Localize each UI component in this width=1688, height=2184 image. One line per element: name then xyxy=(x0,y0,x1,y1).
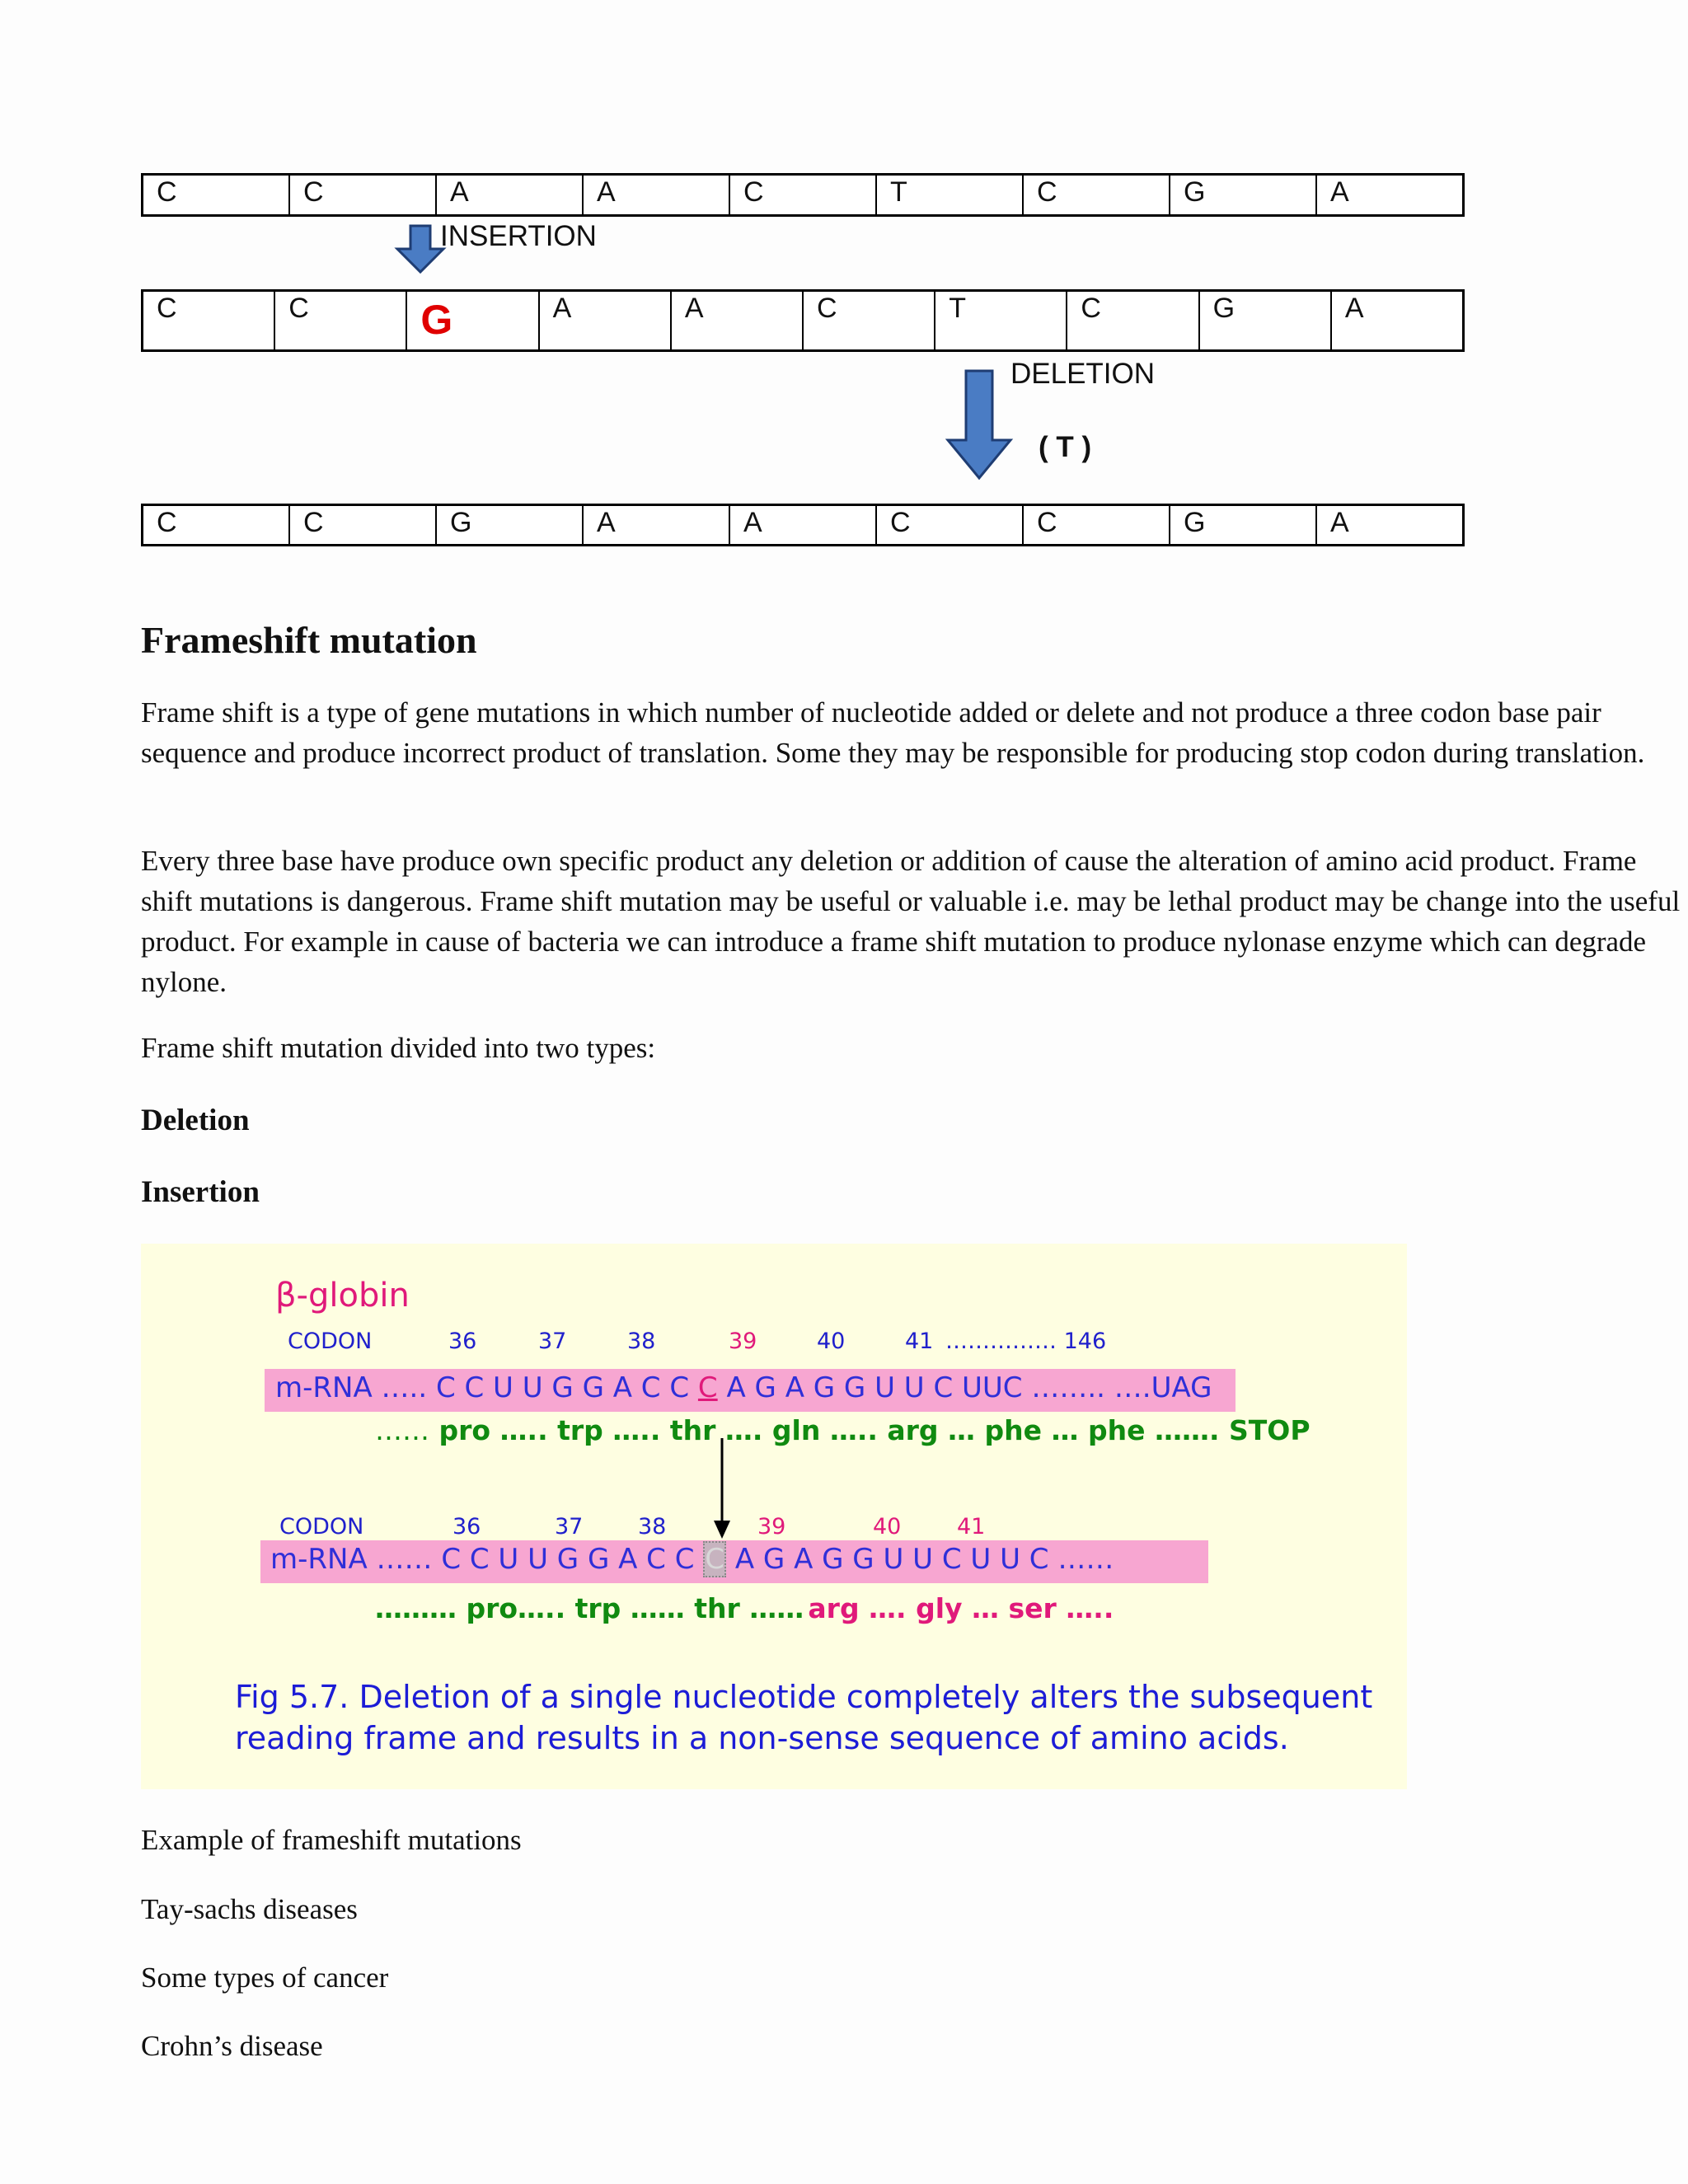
amino-acids-normal xyxy=(375,1414,1311,1446)
codon-number: 38 xyxy=(638,1514,667,1540)
base-cell: C xyxy=(1067,292,1199,349)
base-cell: C xyxy=(730,176,877,214)
insertion-arrow-icon xyxy=(394,224,447,275)
codon-number: 37 xyxy=(538,1329,567,1354)
base-cell: A xyxy=(584,176,730,214)
paragraph-definition: Frame shift is a type of gene mutations in which number of nucleotide added or delete and not produce a three codon base pair sequence and produce incorrect product of translation. Some they may be responsible for producing stop codon during translation. xyxy=(141,696,1645,769)
base-cell: G xyxy=(1170,506,1317,544)
mrna-label: m-RNA …… xyxy=(270,1543,433,1576)
mrna-mutant-sequence xyxy=(270,1543,1114,1576)
base-cell: A xyxy=(1330,507,1349,538)
base-cell: G xyxy=(1200,292,1332,349)
codon-number: …………… 146 xyxy=(945,1329,1107,1354)
base-cell: A xyxy=(1330,176,1349,208)
final-sequence-row xyxy=(141,504,1465,546)
example-item: Crohn’s disease xyxy=(141,2030,323,2062)
paragraph-explanation: Every three base have produce own specific product any deletion or addition of cause the alteration of amino acid product. Frame shift mutations is dangerous. Frame shift mutation may be useful or valuable i.e. may be lethal product may be change into the useful product. For example in cause of bacteria we can introduce a frame shift mutation to produce nylonase enzyme which can degrade nylone. xyxy=(141,845,1681,998)
example-item: Tay-sachs diseases xyxy=(141,1893,358,1925)
deletion-arrow-icon xyxy=(945,369,1014,481)
mrna-seq: C C U U G G A C C xyxy=(441,1543,695,1576)
aa-seq-altered: arg …. gly … ser ….. xyxy=(808,1592,1114,1624)
codon-number: 40 xyxy=(817,1329,846,1354)
stop-codon: STOP xyxy=(1229,1414,1311,1446)
codon-number: 38 xyxy=(627,1329,656,1354)
mrna-normal-sequence xyxy=(275,1371,1212,1404)
codon-number: 36 xyxy=(452,1514,481,1540)
codon-header: CODON xyxy=(279,1514,364,1540)
codon-number: 40 xyxy=(873,1514,902,1540)
codon-number: 39 xyxy=(729,1329,757,1354)
base-cell: T xyxy=(877,176,1024,214)
paragraph-types: Frame shift mutation divided into two types: xyxy=(141,1032,656,1064)
deleted-base-label: ( T ) xyxy=(1039,431,1092,463)
aa-dots: …… xyxy=(375,1414,429,1446)
deletion-label: DELETION xyxy=(1010,358,1156,390)
codon-number: 36 xyxy=(448,1329,477,1354)
base-cell: A xyxy=(437,176,584,214)
base-cell: C xyxy=(143,292,275,349)
codon-number: 41 xyxy=(957,1514,986,1540)
base-cell: A xyxy=(730,506,877,544)
mrna-seq: C C U U G G A C C xyxy=(435,1371,690,1404)
amino-acids-mutant xyxy=(375,1592,1114,1624)
figure-title: β-globin xyxy=(275,1277,410,1315)
original-sequence-row xyxy=(141,173,1465,217)
codon-header: CODON xyxy=(288,1329,373,1354)
mutated-base: C xyxy=(697,1371,718,1404)
mrna-seq: A G A G G U U C U U C …… xyxy=(734,1543,1114,1576)
base-cell: T xyxy=(935,292,1067,349)
base-cell: C xyxy=(290,506,437,544)
base-cell: A xyxy=(1344,293,1364,324)
examples-heading: Example of frameshift mutations xyxy=(141,1824,522,1856)
codon-number: 41 xyxy=(905,1329,934,1354)
base-cell: C xyxy=(1024,176,1170,214)
base-cell: A xyxy=(540,292,672,349)
section-heading: Frameshift mutation xyxy=(141,619,477,661)
type-insertion: Insertion xyxy=(141,1175,260,1209)
base-cell: C xyxy=(804,292,935,349)
type-deletion: Deletion xyxy=(141,1104,250,1137)
base-cell: A xyxy=(584,506,730,544)
codon-number: 37 xyxy=(555,1514,584,1540)
aa-seq: …. gln ….. arg … phe … phe ……. xyxy=(724,1414,1220,1446)
base-cell: C xyxy=(275,292,407,349)
base-cell: G xyxy=(1170,176,1317,214)
base-cell: G xyxy=(437,506,584,544)
base-cell: C xyxy=(143,176,290,214)
insertion-label: INSERTION xyxy=(440,220,597,252)
mrna-seq: A G A G G U U C UUC …….. ….UAG xyxy=(726,1371,1212,1404)
inserted-base-cell: G xyxy=(407,292,539,349)
beta-globin-figure xyxy=(141,1244,1407,1789)
base-cell: C xyxy=(290,176,437,214)
deleted-base: C xyxy=(705,1543,725,1576)
base-cell: C xyxy=(877,506,1024,544)
figure-caption-line-2: reading frame and results in a non-sense sequence of amino acids. xyxy=(235,1720,1289,1756)
example-item: Some types of cancer xyxy=(141,1961,389,1994)
inserted-sequence-row xyxy=(141,289,1465,352)
aa-seq: pro ….. trp ….. thr xyxy=(438,1414,716,1446)
mrna-label: m-RNA ….. xyxy=(275,1371,428,1404)
base-cell: C xyxy=(1024,506,1170,544)
base-cell: A xyxy=(672,292,804,349)
figure-caption-line-1: Fig 5.7. Deletion of a single nucleotide completely alters the subsequent xyxy=(235,1679,1373,1715)
base-cell: C xyxy=(143,506,290,544)
codon-number: 39 xyxy=(757,1514,786,1540)
deletion-pointer-icon xyxy=(711,1438,733,1540)
aa-seq: ……… pro….. trp …… thr …… xyxy=(375,1592,804,1624)
